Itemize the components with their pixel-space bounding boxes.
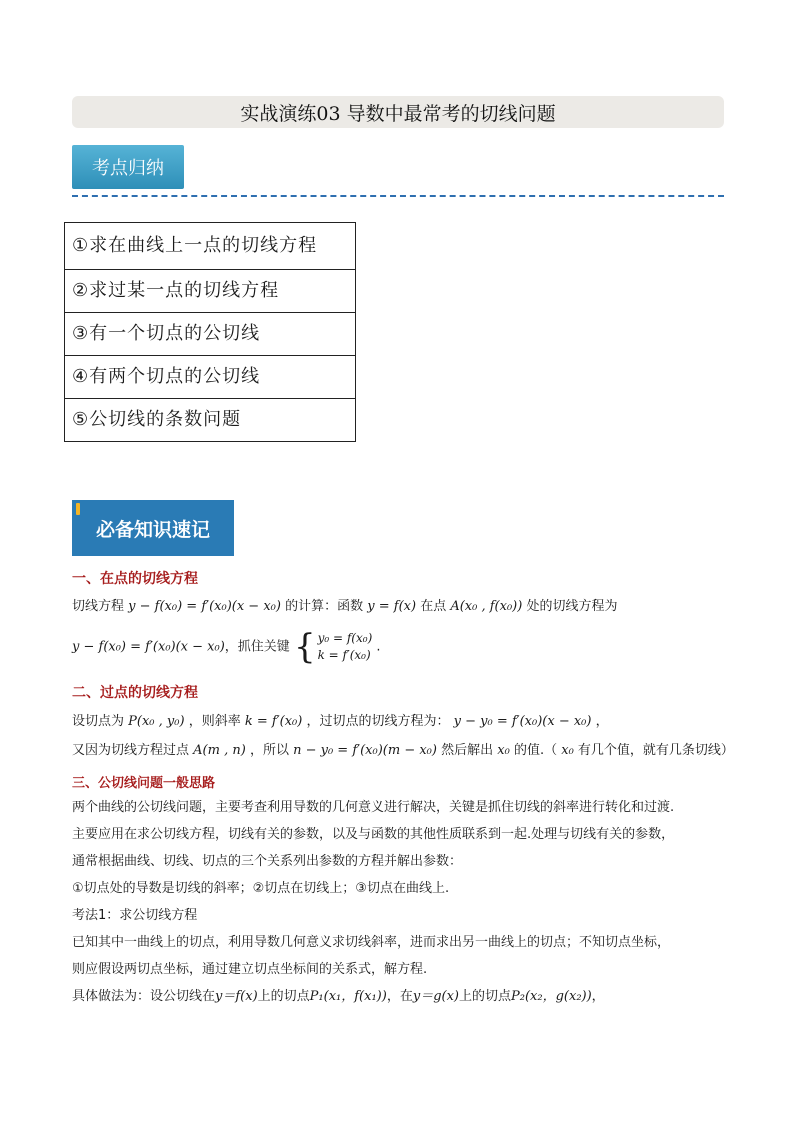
math: y − y₀ = f′(x₀)(x − x₀) (453, 714, 592, 729)
bookmark-icon (76, 503, 80, 515)
math: A(x₀ , f(x₀)) (450, 599, 523, 614)
topic-table (64, 222, 356, 442)
text: ，过切点的切线方程为： (306, 714, 450, 729)
section-tag-key-points: 考点归纳 (72, 145, 184, 189)
paragraph-4 (72, 988, 605, 1006)
equation-rows (318, 630, 373, 664)
math: k = f′(x₀) (317, 648, 371, 662)
math: P₁(x₁，f(x₁)) (309, 989, 387, 1004)
paragraph-3-line: ①切点处的导数是切线的斜率；②切点在切线上；③切点在曲线上. (72, 881, 450, 896)
math: y = f(x) (367, 599, 417, 614)
text: ， (591, 989, 605, 1004)
text: 具体做法为：设公切线在 (72, 989, 216, 1004)
topic-cell: ⑤公切线的条数问题 (65, 399, 356, 442)
math: P₂(x₂，g(x₂)) (511, 989, 592, 1004)
math: n − y₀ = f′(x₀)(m − x₀) (293, 743, 437, 758)
dashed-divider (72, 195, 724, 197)
topic-cell: ②求过某一点的切线方程 (65, 270, 356, 313)
section-tag-knowledge (72, 500, 234, 556)
heading-common-tangent: 三、公切线问题一般思路 (72, 776, 216, 791)
topic-cell: ①求在曲线上一点的切线方程 (65, 223, 356, 270)
math: P(x₀ , y₀) (128, 714, 185, 729)
math: A(m , n) (193, 743, 246, 758)
paragraph-3-line: 考法1：求公切线方程 (72, 908, 198, 923)
table-row (65, 399, 356, 442)
topic-cell: ③有一个切点的公切线 (65, 313, 356, 356)
heading-through-point-tangent: 二、过点的切线方程 (72, 685, 198, 701)
math: y＝g(x) (412, 989, 459, 1004)
paragraph-3-line: 主要应用在求公切线方程，切线有关的参数，以及与函数的其他性质联系到一起.处理与切线有关的参数， (72, 827, 675, 842)
text: ，在 (386, 989, 413, 1004)
paragraph-1a (72, 598, 617, 616)
paragraph-2a (72, 713, 609, 731)
paragraph-2b (72, 742, 734, 760)
math: y＝f(x) (215, 989, 258, 1004)
paragraph-1b (72, 627, 381, 667)
math: y − f(x₀) = f′(x₀)(x − x₀) (72, 639, 225, 655)
paragraph-3-line: 两个曲线的公切线问题，主要考查利用导数的几何意义进行解决，关键是抓住切线的斜率进行转化和过渡. (72, 800, 675, 815)
text: 的值.（ (513, 743, 558, 758)
text: 切线方程 (72, 599, 125, 614)
table-row (65, 313, 356, 356)
text: ，所以 (249, 743, 289, 758)
table-row (65, 270, 356, 313)
math: k = f′(x₀) (244, 714, 303, 729)
paragraph-3-line: 通常根据曲线、切线、切点的三个关系列出参数的方程并解出参数： (72, 854, 463, 869)
text: 上的切点 (257, 989, 310, 1004)
math: x₀ (561, 743, 574, 758)
table-row (65, 356, 356, 399)
topic-cell: ④有两个切点的公切线 (65, 356, 356, 399)
section-tag-label: 必备知识速记 (95, 518, 210, 541)
text: 上的切点 (459, 989, 512, 1004)
text: ，抓住关键 (224, 639, 290, 655)
math: x₀ (497, 743, 510, 758)
text: 然后解出 (441, 743, 494, 758)
brace-symbol: { (293, 627, 316, 667)
math: y₀ = f(x₀) (317, 631, 373, 645)
text: 处的切线方程为 (526, 599, 618, 614)
text: 设切点为 (72, 714, 125, 729)
text: ， (595, 714, 609, 729)
page-title: 实战演练03 导数中最常考的切线问题 (72, 96, 724, 128)
paragraph-3-line: 已知其中一曲线上的切点，利用导数几何意义求切线斜率，进而求出另一曲线上的切点；不知切点坐标， (72, 935, 671, 950)
paragraph-3-line: 则应假设两切点坐标，通过建立切点坐标间的关系式，解方程. (72, 962, 428, 977)
math: y − f(x₀) = f′(x₀)(x − x₀) (128, 599, 281, 614)
heading-point-tangent: 一、在点的切线方程 (72, 571, 198, 587)
text: 在点 (420, 599, 447, 614)
text: 有几个值，就有几条切线） (577, 743, 734, 758)
text: ，则斜率 (188, 714, 241, 729)
equation-system (293, 627, 373, 667)
text: 又因为切线方程过点 (72, 743, 190, 758)
text: . (376, 639, 381, 655)
table-row (65, 223, 356, 270)
text: 的计算：函数 (285, 599, 364, 614)
